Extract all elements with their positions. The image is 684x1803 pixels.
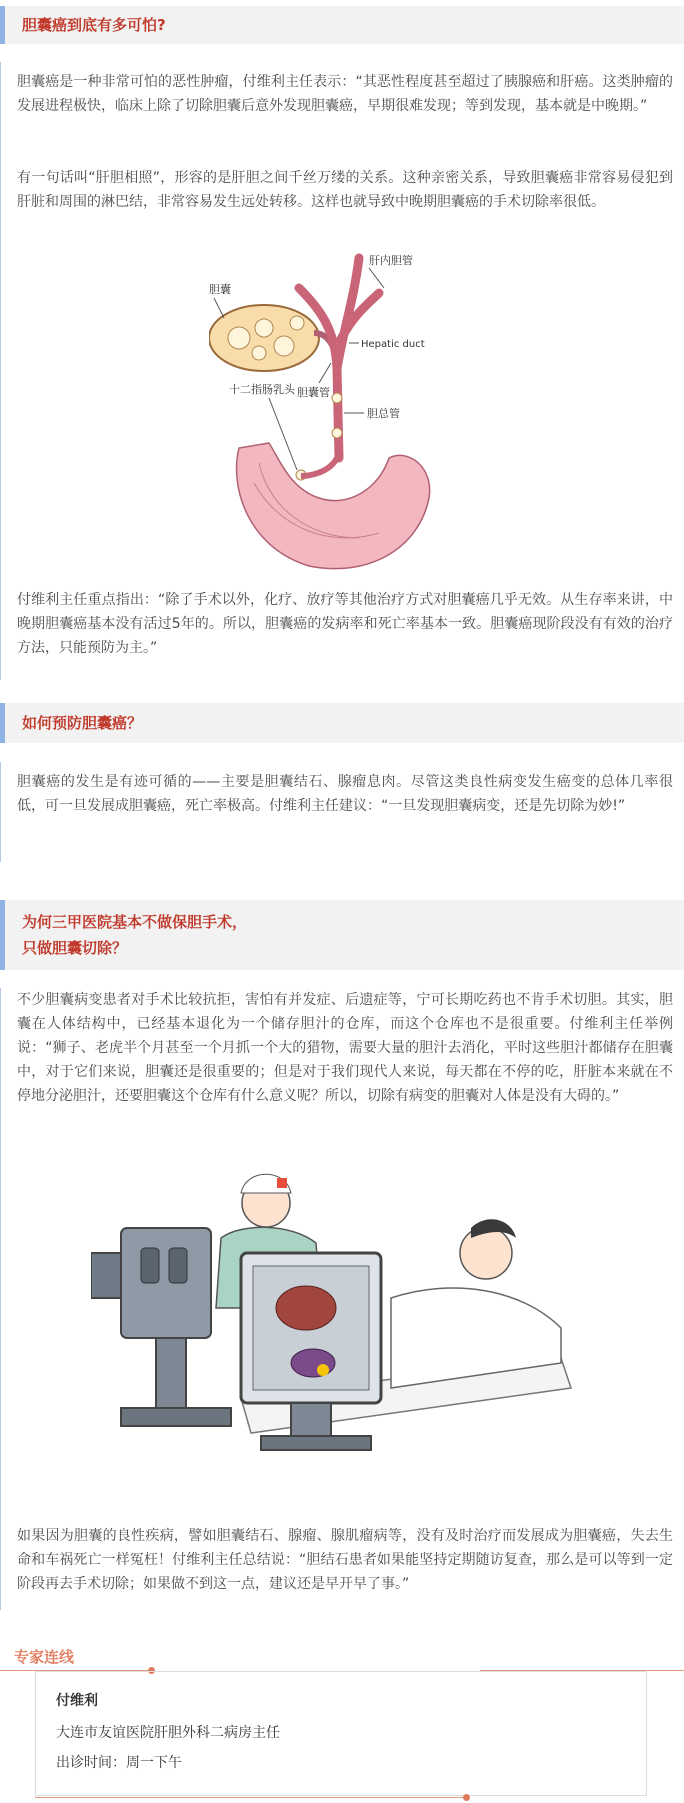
surgery-illustration	[91, 1158, 591, 1473]
paragraph: 付维利主任重点指出：“除了手术以外，化疗、放疗等其他治疗方式对胆囊癌几乎无效。从生存率来讲，中晚期胆囊癌基本没有活过5年的。所以，胆囊癌的发病率和死亡率基本一致。胆囊癌现阶段没有有效的治疗方法，只能预防为主。”	[17, 592, 673, 656]
section-title: 胆囊癌到底有多可怕?	[22, 16, 166, 34]
section-heading-3	[0, 900, 684, 970]
paragraph: 有一句话叫“肝胆相照”，形容的是肝胆之间千丝万缕的关系。这种亲密关系，导致胆囊癌非常容易侵犯到肝脏和周围的淋巴结，非常容易发生远处转移。这样也就导致中晚期胆囊癌的手术切除率很低。	[17, 170, 673, 210]
section-heading-2	[0, 703, 684, 743]
paragraph: 不少胆囊病变患者对手术比较抗拒，害怕有并发症、后遗症等，宁可长期吃药也不肯手术切胆。其实，胆囊在人体结构中，已经基本退化为一个储存胆汁的仓库，而这个仓库也不是很重要。付维利主任举例说：“狮子、老虎半个月甚至一个月抓一个大的猎物，需要大量的胆汁去消化，平时这些胆汁都储存在胆囊中，对于它们来说，胆囊还是很重要的；但是对于我们现代人来说，每天都在不停的吃，肝脏本来就在不停地分泌胆汁，还要胆囊这个仓库有什么意义呢？所以，切除有病变的胆囊对人体是没有大碍的。”	[17, 992, 673, 1104]
paragraph: 胆囊癌的发生是有迹可循的——主要是胆囊结石、腺瘤息肉。尽管这类良性病变发生癌变的总体几率很低，可一旦发展成胆囊癌，死亡率极高。付维利主任建议：“一旦发现胆囊病变，还是先切除为妙!”	[17, 774, 673, 814]
section-body-3	[0, 988, 684, 1610]
section-title-line2: 只做胆囊切除？	[22, 939, 128, 957]
divider	[35, 1797, 465, 1798]
section-title: 如何预防胆囊癌？	[22, 714, 143, 732]
label-hepatic-duct: Hepatic duct	[361, 339, 425, 350]
label-intrahepatic-duct: 肝内胆管	[369, 254, 413, 267]
divider-dot	[463, 1794, 470, 1801]
bile-duct-diagram	[209, 248, 479, 578]
expert-clinic-time: 出诊时间：周一下午	[56, 1755, 182, 1771]
label-common-bile-duct: 胆总管	[367, 407, 400, 420]
section-body-2	[0, 762, 684, 862]
paragraph: 如果因为胆囊的良性疾病，譬如胆囊结石、腺瘤、腺肌瘤病等，没有及时治疗而发展成为胆囊癌，失去生命和车祸死亡一样冤枉！付维利主任总结说：“胆结石患者如果能坚持定期随访复查，那么是可以等到一定阶段再去手术切除；如果做不到这一点，建议还是早开早了事。”	[17, 1528, 673, 1592]
paragraph: 胆囊癌是一种非常可怕的恶性肿瘤，付维利主任表示：“其恶性程度甚至超过了胰腺癌和肝癌。这类肿瘤的发展进程极快，临床上除了切除胆囊后意外发现胆囊癌，早期很难发现；等到发现，基本就是中晚期。”	[17, 74, 673, 114]
gallbladder-shape	[209, 305, 319, 371]
label-duodenal-papilla: 十二指肠乳头	[229, 383, 295, 396]
section-heading-1	[0, 6, 684, 44]
section-body-1	[0, 62, 684, 680]
section-title-line1: 为何三甲医院基本不做保胆手术，	[22, 913, 248, 931]
expert-position: 大连市友谊医院肝胆外科二病房主任	[56, 1725, 280, 1741]
expert-title: 专家连线	[14, 1648, 75, 1666]
label-cystic-duct: 胆囊管	[297, 386, 330, 399]
expert-card	[35, 1671, 647, 1796]
expert-name: 付维利	[56, 1693, 98, 1709]
label-gallbladder: 胆囊	[209, 283, 231, 296]
